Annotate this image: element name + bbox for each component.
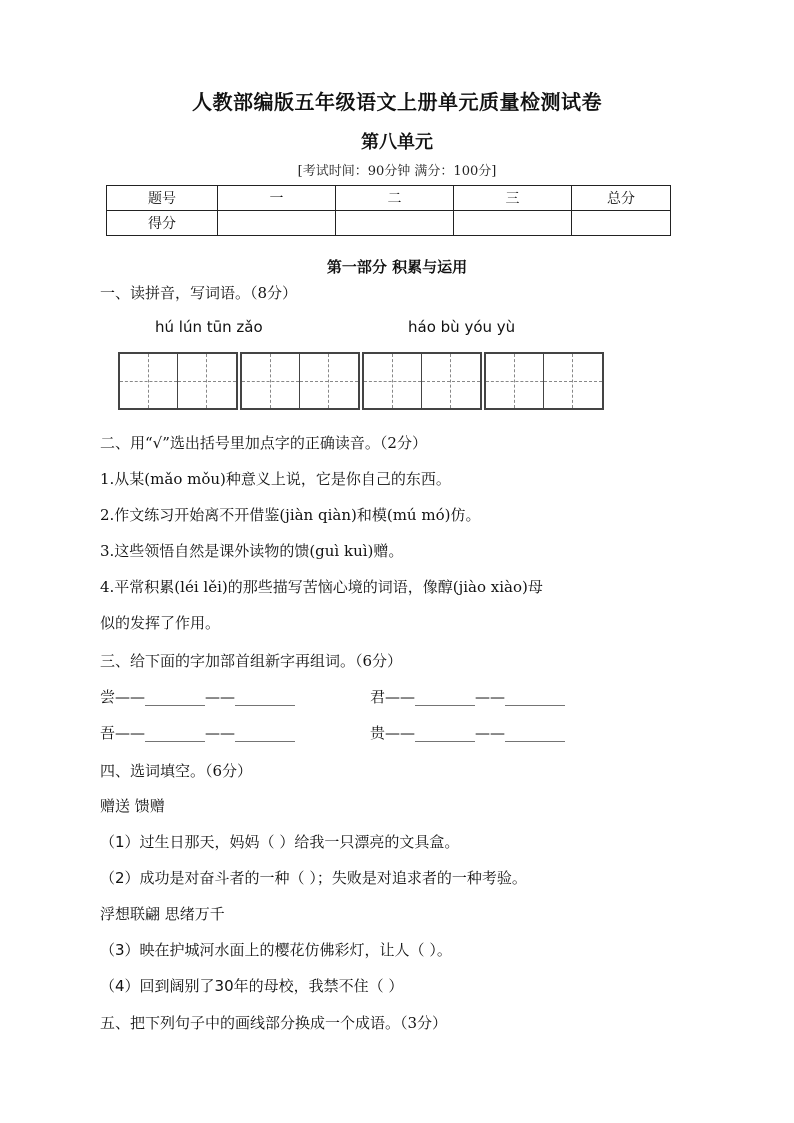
score-input-cell[interactable] [336,211,454,236]
score-input-cell[interactable] [218,211,336,236]
pinyin-1: hú lún tūn zǎo [155,318,263,336]
writing-grid-4[interactable] [484,352,604,410]
score-table-header-row [107,186,671,211]
question-2-item: 3.这些领悟自然是课外读物的馈(guì kuì)赠。 [100,542,404,560]
writing-grid-2[interactable] [240,352,360,410]
question-2-item: 2.作文练习开始离不开借鉴(jiàn qiàn)和模(mú mó)仿。 [100,506,481,524]
question-3-title: 三、给下面的字加部首组新字再组词。（6分） [100,652,403,670]
score-header-cell: 总分 [572,186,671,211]
part-one-title: 第一部分 积累与运用 [326,258,468,276]
unit-title: 第八单元 [361,132,433,153]
score-input-cell[interactable] [572,211,671,236]
radical-row[interactable]: 君——________——________ [370,688,566,706]
score-input-cell[interactable] [454,211,572,236]
score-table [106,185,671,236]
question-5-title: 五、把下列句子中的画线部分换成一个成语。（3分） [100,1014,448,1032]
writing-grid-1[interactable] [118,352,238,410]
score-header-cell: 一 [218,186,336,211]
score-table-row [107,211,671,236]
writing-cell[interactable] [120,354,178,408]
writing-cell[interactable] [242,354,300,408]
writing-cell[interactable] [422,354,480,408]
word-choices: 赠送 馈赠 [100,797,165,815]
writing-cell[interactable] [544,354,602,408]
score-row-label: 得分 [107,211,218,236]
writing-cell[interactable] [300,354,358,408]
question-1-title: 一、读拼音，写词语。（8分） [100,284,298,302]
fill-sentence[interactable]: （3）映在护城河水面上的樱花仿佛彩灯，让人（ ）。 [100,941,452,959]
question-2-item: 似的发挥了作用。 [100,614,221,632]
question-4-title: 四、选词填空。（6分） [100,762,253,780]
pinyin-2: háo bù yóu yù [408,318,516,336]
fill-sentence[interactable]: （2）成功是对奋斗者的一种（ ）；失败是对追求者的一种考验。 [100,869,527,887]
question-2-item: 1.从某(mǎo mǒu)种意义上说，它是你自己的东西。 [100,470,451,488]
writing-cell[interactable] [364,354,422,408]
fill-sentence[interactable]: （4）回到阔别了30年的母校，我禁不住（ ） [100,977,404,995]
writing-cell[interactable] [178,354,236,408]
question-2-item: 4.平常积累(léi lěi)的那些描写苦恼心境的词语，像醇(jiào xiào)母 [100,578,543,596]
word-choices: 浮想联翩 思绪万千 [100,905,225,923]
fill-sentence[interactable]: （1）过生日那天，妈妈（ ）给我一只漂亮的文具盒。 [100,833,460,851]
score-header-cell: 三 [454,186,572,211]
question-2-title: 二、用“√”选出括号里加点字的正确读音。（2分） [100,434,427,452]
radical-row[interactable]: 吾——________——________ [100,724,296,742]
radical-row[interactable]: 贵——________——________ [370,724,566,742]
score-header-cell: 题号 [107,186,218,211]
exam-title: 人教部编版五年级语文上册单元质量检测试卷 [192,90,602,114]
exam-info: [考试时间：90分钟 满分：100分] [297,164,497,179]
writing-cell[interactable] [486,354,544,408]
writing-grid-3[interactable] [362,352,482,410]
score-header-cell: 二 [336,186,454,211]
radical-row[interactable]: 尝——________——________ [100,688,296,706]
